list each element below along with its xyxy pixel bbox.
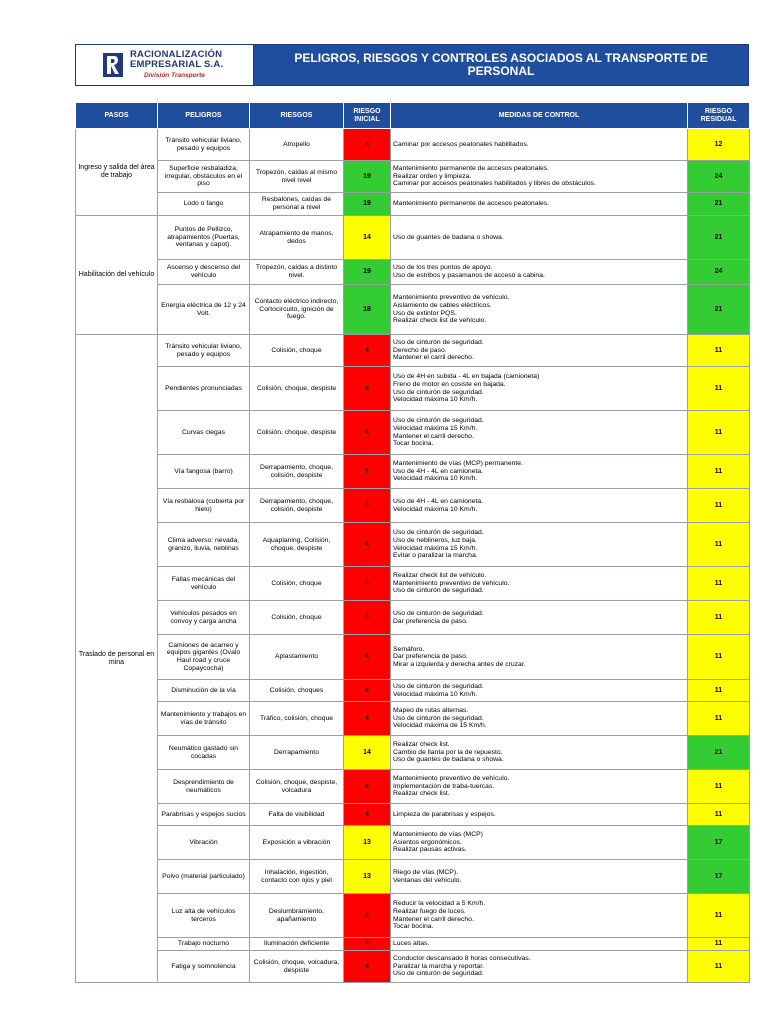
table-row [76, 455, 750, 489]
riesgo-inicial-cell: 4 [344, 770, 391, 804]
peligro-cell: Desprendimiento de neumáticos [158, 770, 250, 804]
peligro-cell: Trabajo nocturno [158, 938, 250, 951]
medida-line: Asientos ergonómicos. [393, 838, 462, 846]
riesgo-cell: Exposición a vibración [250, 826, 344, 860]
medida-line: Cambio de llanta por la de repuesto. [393, 748, 503, 756]
medidas-cell [391, 193, 688, 216]
medidas-cell [391, 260, 688, 285]
riesgo-residual-cell: 11 [688, 804, 750, 826]
medida-line: Velocidad máxima 10 Km/h. [393, 690, 478, 698]
medidas-cell [391, 736, 688, 770]
medida-line: Uso de extintor PQS. [393, 309, 457, 317]
medidas-cell [391, 567, 688, 601]
medida-line: Uso de cinturón de seguridad. [393, 609, 484, 617]
medida-line: Riego de vías (MCP). [393, 868, 458, 876]
medida-line: Uso de cinturón de seguridad. [393, 417, 484, 425]
riesgo-inicial-cell: 4 [344, 489, 391, 523]
riesgo-residual-cell: 11 [688, 770, 750, 804]
riesgo-cell: Tráfico, colisión, choque [250, 702, 344, 736]
medida-line: Implementación de traba-tuercas. [393, 782, 495, 790]
riesgo-inicial-cell: 13 [344, 826, 391, 860]
medidas-cell [391, 938, 688, 951]
riesgo-cell: Tropezón, caídas a distinto nivel. [250, 260, 344, 285]
riesgo-cell: Colisión, choque [250, 335, 344, 367]
company-division: División Transporte [144, 71, 205, 79]
riesgo-residual-cell: 11 [688, 702, 750, 736]
medida-line: Uso de neblineros, luz baja. [393, 536, 477, 544]
riesgo-cell: Falta de visibilidad [250, 804, 344, 826]
riesgo-inicial-cell: 4 [344, 601, 391, 635]
peligro-cell: Tránsito vehicular liviano, pesado y equipos [158, 129, 250, 161]
riesgo-residual-cell: 17 [688, 860, 750, 894]
riesgo-inicial-cell: 19 [344, 260, 391, 285]
riesgo-inicial-cell: 8 [344, 129, 391, 161]
medidas-cell [391, 680, 688, 702]
riesgo-cell: Resbalones, caídas de personal a nivel [250, 193, 344, 216]
riesgo-inicial-cell: 4 [344, 635, 391, 680]
table-row [76, 736, 750, 770]
riesgo-residual-cell: 21 [688, 285, 750, 335]
medida-line: Reducir la velocidad a 5 Km/h. [393, 900, 486, 908]
medida-line: Mantener el carril derecho. [393, 915, 474, 923]
riesgo-residual-cell: 24 [688, 260, 750, 285]
table-row [76, 702, 750, 736]
riesgo-residual-cell: 11 [688, 411, 750, 455]
riesgo-residual-cell: 11 [688, 635, 750, 680]
peligro-cell: Superficie resbaladiza, irregular, obstáculos en el piso [158, 161, 250, 193]
riesgo-cell: Colisión, choques [250, 680, 344, 702]
medida-line: Caminar por accesos peatonales habilitados. [393, 140, 529, 148]
medidas-cell [391, 161, 688, 193]
table-row [76, 635, 750, 680]
riesgo-cell: Colisión, choque, despiste [250, 411, 344, 455]
medidas-cell [391, 216, 688, 260]
peligro-cell: Neumático gastado sin cocadas [158, 736, 250, 770]
medida-line: Paralizar la marcha y reportar. [393, 962, 485, 970]
medida-line: Tocar bocina. [393, 440, 434, 448]
document-header [75, 44, 749, 86]
riesgo-inicial-cell: 19 [344, 193, 391, 216]
peligro-cell: Polvo (material particulado) [158, 860, 250, 894]
medida-line: Caminar por accesos peatonales habilitados y libres de obstáculos. [393, 180, 596, 188]
riesgo-cell: Colisión, choque [250, 601, 344, 635]
medida-line: Realizar check list. [393, 741, 450, 749]
riesgo-residual-cell: 11 [688, 680, 750, 702]
riesgo-cell: Iluminación deficiente [250, 938, 344, 951]
riesgo-cell: Inhalación, ingestión, contacto con ojos y piel [250, 860, 344, 894]
riesgo-inicial-cell: 14 [344, 216, 391, 260]
table-row [76, 770, 750, 804]
table-row [76, 411, 750, 455]
medida-line: Semáforo. [393, 645, 425, 653]
riesgo-residual-cell: 11 [688, 335, 750, 367]
riesgo-cell: Colisión, choque, volcadura, despiste [250, 951, 344, 983]
riesgo-cell: Tropezón, caídas al mismo nivel nivel [250, 161, 344, 193]
medida-line: Mantener el carril derecho. [393, 354, 474, 362]
medida-line: Uso de los tres puntos de apoyo. [393, 264, 493, 272]
medida-line: Uso de cinturón de seguridad. [393, 587, 484, 595]
medida-line: Uso de cinturón de seguridad. [393, 682, 484, 690]
riesgo-residual-cell: 11 [688, 938, 750, 951]
riesgo-inicial-cell: 4 [344, 951, 391, 983]
company-name-line1: RACIONALIZACIÓN [130, 48, 223, 60]
table-row [76, 161, 750, 193]
riesgo-residual-cell: 21 [688, 216, 750, 260]
paso-cell: Habilitación del vehículo [76, 216, 158, 335]
peligro-cell: Curvas ciegas [158, 411, 250, 455]
peligro-cell: Camiones de acarreo y equipos gigantes (Ovalo Haul road y cruce Copaycocha) [158, 635, 250, 680]
medida-line: Uso de estribos y pasamanos de acceso a cabina. [393, 272, 545, 279]
table-row [76, 129, 750, 161]
col-header-riesgo-inicial: RIESGO INICIAL [344, 103, 391, 129]
table-header-row [76, 103, 750, 129]
riesgo-inicial-cell: 18 [344, 285, 391, 335]
medida-line: Realizar orden y limpieza. [393, 172, 472, 180]
table-row [76, 894, 750, 938]
medida-line: Velocidad máxima 10 Km/h. [393, 505, 478, 513]
peligro-cell: Pendientes pronunciadas [158, 367, 250, 411]
table-row [76, 335, 750, 367]
table-row [76, 193, 750, 216]
table-row [76, 804, 750, 826]
medida-line: Freno de motor en cosiste en bajada. [393, 380, 506, 388]
medida-line: Uso de cinturón de seguridad. [393, 970, 484, 978]
medida-line: Uso de cinturón de seguridad. [393, 388, 484, 396]
table-row [76, 601, 750, 635]
company-name-line2: EMPRESARIAL S.A. [130, 58, 224, 70]
medidas-cell [391, 770, 688, 804]
medida-line: Uso de 4H en subida - 4L en bajada (camioneta) [393, 373, 540, 381]
riesgo-cell: Derrapamiento, choque, colisión, despiste [250, 489, 344, 523]
medida-line: Realizar fuego de luces. [393, 907, 466, 915]
medida-line: Velocidad máxima 10 Km/h. [393, 475, 478, 483]
table-row [76, 938, 750, 951]
medidas-cell [391, 951, 688, 983]
riesgo-cell: Contacto eléctrico indirecto, Cortocircuito, ignición de fuego. [250, 285, 344, 335]
medida-line: Velocidad máxima 10 Km/h. [393, 396, 478, 404]
medida-line: Velocidad máxima 15 Km/h. [393, 424, 478, 432]
peligro-cell: Clima adverso: nevada, granizo, lluvia, neblinas [158, 523, 250, 567]
table-row [76, 367, 750, 411]
col-header-riesgos: RIESGOS [250, 103, 344, 129]
table-body [76, 129, 750, 983]
medida-line: Mantenimiento preventivo de vehículo. [393, 579, 510, 587]
riesgo-residual-cell: 11 [688, 951, 750, 983]
paso-cell: Traslado de personal en mina [76, 335, 158, 983]
medidas-cell [391, 129, 688, 161]
medidas-cell [391, 335, 688, 367]
peligro-cell: Vía resbalosa (cubierta por hielo) [158, 489, 250, 523]
medida-line: Evitar o paralizar la marcha. [393, 552, 478, 560]
table-row [76, 860, 750, 894]
table-row [76, 826, 750, 860]
medidas-cell [391, 411, 688, 455]
medida-line: Mapeo de rutas alternas. [393, 707, 469, 715]
table-row [76, 285, 750, 335]
riesgo-inicial-cell: 13 [344, 860, 391, 894]
medidas-cell [391, 601, 688, 635]
peligro-cell: Luz alta de vehículos terceros [158, 894, 250, 938]
riesgo-residual-cell: 11 [688, 601, 750, 635]
col-header-riesgo-residual: RIESGO RESIDUAL [688, 103, 750, 129]
peligro-cell: Vehículos pesados en convoy y carga ancha [158, 601, 250, 635]
medida-line: Derecho de paso. [393, 346, 447, 354]
medidas-cell [391, 826, 688, 860]
riesgo-inicial-cell: 4 [344, 411, 391, 455]
medida-line: Uso de cinturón de seguridad. [393, 529, 484, 537]
medida-line: Mantenimiento de vías (MCP) permanente. [393, 460, 523, 468]
medidas-cell [391, 489, 688, 523]
medidas-cell [391, 804, 688, 826]
medidas-cell [391, 894, 688, 938]
riesgo-cell: Deslumbramiento, apañamiento [250, 894, 344, 938]
riesgo-inicial-cell: 4 [344, 523, 391, 567]
medida-line: Mantenimiento permanente de accesos peatonales. [393, 200, 550, 208]
table-row [76, 523, 750, 567]
medidas-cell [391, 367, 688, 411]
riesgo-residual-cell: 21 [688, 736, 750, 770]
medida-line: Mirar a izquierda y derecha antes de cruzar. [393, 660, 526, 668]
medida-line: Dar preferencia de paso. [393, 617, 468, 625]
riesgo-cell: Atropello [250, 129, 344, 161]
riesgo-residual-cell: 21 [688, 193, 750, 216]
riesgo-inicial-cell: 4 [344, 804, 391, 826]
riesgo-inicial-cell: 4 [344, 567, 391, 601]
paso-cell: Ingreso y salida del área de trabajo [76, 129, 158, 216]
medida-line: Conductor descansado 8 horas consecutivas. [393, 955, 531, 963]
table-row [76, 260, 750, 285]
riesgo-cell: Colisión, choque, despiste, volcadura [250, 770, 344, 804]
medida-line: Mantenimiento de vías (MCP) [393, 831, 483, 839]
peligro-cell: Vibración [158, 826, 250, 860]
peligro-cell: Tránsito vehicular liviano, pesado y equipos [158, 335, 250, 367]
riesgo-inicial-cell: 4 [344, 680, 391, 702]
table-row [76, 216, 750, 260]
peligro-cell: Energía eléctrica de 12 y 24 Volt. [158, 285, 250, 335]
riesgo-inicial-cell: 7 [344, 455, 391, 489]
medidas-cell [391, 285, 688, 335]
medida-line: Mantenimiento preventivo de vehículo. [393, 775, 510, 783]
peligro-cell: Parabrisas y espejos sucios [158, 804, 250, 826]
table-row [76, 680, 750, 702]
medida-line: Uso de cinturón de seguridad. [393, 714, 484, 722]
riesgo-inicial-cell: 19 [344, 161, 391, 193]
peligro-cell: Disminución de la vía [158, 680, 250, 702]
riesgo-cell: Colisión, choque, despiste [250, 367, 344, 411]
medida-line: Tocar bocina. [393, 923, 434, 931]
medida-line: Uso de guantes de badana o showa. [393, 233, 504, 241]
riesgo-residual-cell: 24 [688, 161, 750, 193]
col-header-medidas: MEDIDAS DE CONTROL [391, 103, 688, 129]
riesgo-inicial-cell: 4 [344, 894, 391, 938]
medida-line: Uso de 4H - 4L en camioneta. [393, 467, 484, 475]
riesgo-inicial-cell: 4 [344, 938, 391, 951]
document-title: PELIGROS, RIESGOS Y CONTROLES ASOCIADOS AL TRANSPORTE DE PERSONAL [254, 45, 748, 85]
riesgo-cell: Aplastamiento [250, 635, 344, 680]
peligro-cell: Ascenso y descenso del vehículo [158, 260, 250, 285]
medida-line: Mantenimiento preventivo de vehículo. [393, 294, 510, 302]
riesgo-residual-cell: 11 [688, 523, 750, 567]
riesgo-cell: Derrapamiento, choque, colisión, despiste [250, 455, 344, 489]
table-row [76, 489, 750, 523]
medida-line: Realizar pausas activas. [393, 846, 467, 854]
medida-line: Dar preferencia de paso. [393, 653, 468, 661]
peligro-cell: Vía fangosa (barro) [158, 455, 250, 489]
medida-line: Velocidad máxima 15 Km/h. [393, 544, 478, 552]
medida-line: Realizar check list de vehículo. [393, 572, 487, 580]
peligro-cell: Fallas mecánicas del vehículo [158, 567, 250, 601]
riesgo-inicial-cell: 4 [344, 367, 391, 411]
riesgo-cell: Atrapamiento de manos, dedos [250, 216, 344, 260]
medida-line: Mantener el carril derecho. [393, 432, 474, 440]
riesgo-residual-cell: 11 [688, 567, 750, 601]
medida-line: Uso de cinturón de seguridad. [393, 339, 484, 347]
risk-table [75, 102, 750, 983]
riesgo-residual-cell: 12 [688, 129, 750, 161]
peligro-cell: Puntos de Pellizco, atrapamientos (Puertas, ventanas y capot). [158, 216, 250, 260]
riesgo-cell: Derrapamiento [250, 736, 344, 770]
riesgo-residual-cell: 17 [688, 826, 750, 860]
riesgo-inicial-cell: 4 [344, 702, 391, 736]
riesgo-residual-cell: 11 [688, 455, 750, 489]
medida-line: Mantenimiento permanente de accesos peatonales. [393, 165, 550, 173]
table-row [76, 951, 750, 983]
medidas-cell [391, 455, 688, 489]
table-row [76, 567, 750, 601]
medida-line: Aislamiento de cables eléctricos. [393, 301, 492, 309]
medida-line: Luces altas. [393, 940, 430, 948]
medida-line: Realizar check list de vehículo. [393, 317, 487, 325]
medidas-cell [391, 635, 688, 680]
medidas-cell [391, 523, 688, 567]
medida-line: Realizar check list. [393, 790, 450, 798]
peligro-cell: Mantenimiento y trabajos en vías de tránsito [158, 702, 250, 736]
company-logo [76, 45, 254, 85]
col-header-pasos: PASOS [76, 103, 158, 129]
riesgo-residual-cell: 11 [688, 367, 750, 411]
riesgo-residual-cell: 11 [688, 894, 750, 938]
col-header-peligros: PELIGROS [158, 103, 250, 129]
medida-line: Limpieza de parabrisas y espejos. [393, 810, 496, 818]
medidas-cell [391, 702, 688, 736]
medidas-cell [391, 860, 688, 894]
medida-line: Uso de guantes de badana o showa. [393, 756, 504, 764]
riesgo-cell: Aquaplaning, Colisión, choque, despiste [250, 523, 344, 567]
peligro-cell: Fatiga y somnolencia [158, 951, 250, 983]
medida-line: Uso de 4H - 4L en camioneta. [393, 497, 484, 505]
company-logo-icon [102, 52, 124, 78]
medida-line: Velocidad máxima de 15 Km/h. [393, 722, 487, 730]
riesgo-cell: Colisión, choque [250, 567, 344, 601]
riesgo-residual-cell: 11 [688, 489, 750, 523]
peligro-cell: Lodo o fango [158, 193, 250, 216]
medida-line: Ventanas del vehículo. [393, 876, 462, 884]
riesgo-inicial-cell: 14 [344, 736, 391, 770]
riesgo-inicial-cell: 4 [344, 335, 391, 367]
